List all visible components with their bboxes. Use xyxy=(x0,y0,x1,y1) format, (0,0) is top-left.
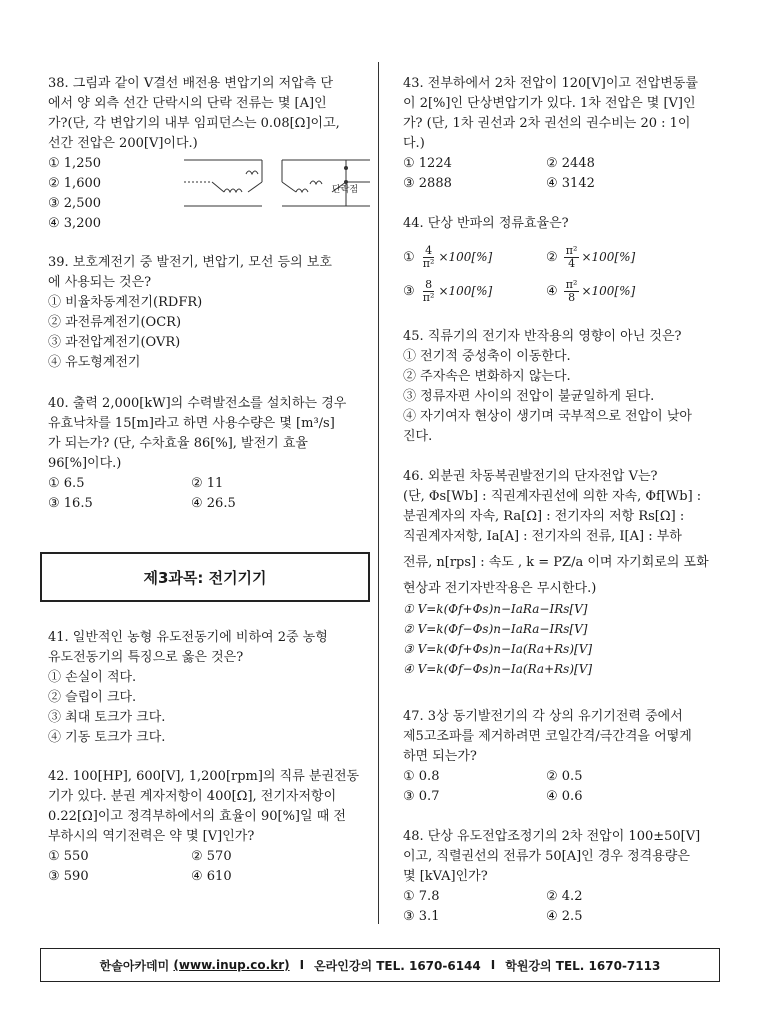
option-4[interactable]: ④ 3142 xyxy=(546,176,595,191)
brand-url-link[interactable]: (www.inup.co.kr) xyxy=(173,958,290,972)
question-text: 43. 전부하에서 2차 전압이 120[V]이고 전압변동률 xyxy=(403,76,698,91)
question-text: 기가 있다. 분권 계자저항이 400[Ω], 전기자저항이 xyxy=(48,789,337,804)
question-text: 96[%]이다.) xyxy=(48,456,122,471)
question-text: 45. 직류기의 전기자 반작용의 영향이 아닌 것은? xyxy=(403,329,682,344)
separator: I xyxy=(490,958,496,972)
separator: I xyxy=(299,958,305,972)
option-1[interactable]: ① $\frac{4}{\text{π²}}$ ×100[%] xyxy=(403,243,493,270)
question-text: 48. 단상 유도전압조정기의 2차 전압이 100±50[V] xyxy=(403,829,701,844)
option-3[interactable]: ③ 590 xyxy=(48,869,89,884)
question-40 xyxy=(48,394,366,514)
option-3[interactable]: ③ 최대 토크가 크다. xyxy=(48,710,166,725)
option-3[interactable]: ③ 2888 xyxy=(403,176,452,191)
option-4[interactable]: ④ 기동 토크가 크다. xyxy=(48,730,166,745)
question-text: 이 2[%]인 단상변압기가 있다. 1차 전압은 몇 [V]인 xyxy=(403,96,696,111)
option-4[interactable]: ④ 자기여자 현상이 생기며 국부적으로 전압이 낮아 xyxy=(403,409,692,424)
question-text: 38. 그림과 같이 V결선 배전용 변압기의 저압측 단 xyxy=(48,76,334,91)
question-text: 가?(단, 각 변압기의 내부 임피던스는 0.08[Ω]이고, xyxy=(48,116,340,131)
option-2[interactable]: ② V=k(Φf−Φs)n−IaRa−IRs[V] xyxy=(403,622,588,636)
question-39 xyxy=(48,253,366,373)
offline-lecture-tel: 학원강의 TEL. 1670-7113 xyxy=(505,958,661,973)
option-3[interactable]: ③ 0.7 xyxy=(403,789,440,804)
column-divider xyxy=(378,62,379,924)
svg-text:단락점: 단락점 xyxy=(332,185,359,195)
option-2[interactable]: ② 4.2 xyxy=(546,889,583,904)
option-2[interactable]: ② 주자속은 변화하지 않는다. xyxy=(403,369,571,384)
option-3[interactable]: ③ 2,500 xyxy=(48,196,102,211)
question-text: (단, Φs[Wb] : 직권계자권선에 의한 자속, Φf[Wb] : xyxy=(403,489,702,504)
question-text: 42. 100[HP], 600[V], 1,200[rpm]의 직류 분권전동 xyxy=(48,769,360,784)
online-lecture-tel: 온라인강의 TEL. 1670-6144 xyxy=(314,958,481,973)
option-3[interactable]: ③ $\frac{8}{\text{π²}}$ ×100[%] xyxy=(403,277,493,304)
question-43 xyxy=(403,74,721,194)
question-text: 현상과 전기자반작용은 무시한다.) xyxy=(403,581,597,596)
question-text: 46. 외분권 차동복권발전기의 단자전압 V는? xyxy=(403,469,658,484)
question-text: 41. 일반적인 농형 유도전동기에 비하여 2중 농형 xyxy=(48,630,328,645)
option-3[interactable]: ③ 16.5 xyxy=(48,496,93,511)
option-2[interactable]: ② 1,600 xyxy=(48,176,102,191)
option-1[interactable]: ① 7.8 xyxy=(403,889,440,904)
question-text: 선간 전압은 200[V]이다.) xyxy=(48,136,198,151)
option-1[interactable]: ① 1,250 xyxy=(48,156,102,171)
option-4-cont: 진다. xyxy=(403,429,433,444)
question-47 xyxy=(403,707,721,807)
option-4[interactable]: ④ 26.5 xyxy=(191,496,236,511)
question-text: 47. 3상 동기발전기의 각 상의 유기기전력 중에서 xyxy=(403,709,683,724)
question-text: 가? (단, 1차 권선과 2차 권선의 권수비는 20 : 1이 xyxy=(403,116,691,131)
question-text: 가 되는가? (단, 수차효율 86[%], 발전기 효율 xyxy=(48,436,308,451)
option-1[interactable]: ① 1224 xyxy=(403,156,452,171)
question-44 xyxy=(403,214,721,308)
option-4[interactable]: ④ 유도형계전기 xyxy=(48,355,141,370)
question-text: 직권계자저항, Ia[A] : 전기자의 전류, I[A] : 부하 xyxy=(403,529,682,544)
question-text: 40. 출력 2,000[kW]의 수력발전소를 설치하는 경우 xyxy=(48,396,347,411)
option-1[interactable]: ① 0.8 xyxy=(403,769,440,784)
question-38 xyxy=(48,74,366,234)
option-2[interactable]: ② $\frac{\text{π²}}{4}$ ×100[%] xyxy=(546,243,636,270)
option-3[interactable]: ③ 과전압계전기(OVR) xyxy=(48,335,181,350)
v-connection-transformer-diagram xyxy=(182,154,372,212)
question-text: 에 사용되는 것은? xyxy=(48,275,152,290)
option-4[interactable]: ④ V=k(Φf−Φs)n−Ia(Ra+Rs)[V] xyxy=(403,662,593,676)
question-text: 0.22[Ω]이고 정격부하에서의 효율이 90[%]일 때 전 xyxy=(48,809,346,824)
question-text: 39. 보호계전기 중 발전기, 변압기, 모선 등의 보호 xyxy=(48,255,332,270)
question-text: 유효낙차를 15[m]라고 하면 사용수량은 몇 [m³/s] xyxy=(48,416,335,431)
option-1[interactable]: ① 6.5 xyxy=(48,476,85,491)
question-41 xyxy=(48,628,366,748)
option-1[interactable]: ① V=k(Φf+Φs)n−IaRa−IRs[V] xyxy=(403,602,588,616)
option-1[interactable]: ① 550 xyxy=(48,849,89,864)
option-1[interactable]: ① 전기적 중성축이 이동한다. xyxy=(403,349,571,364)
option-2[interactable]: ② 0.5 xyxy=(546,769,583,784)
option-1[interactable]: ① 비율차동계전기(RDFR) xyxy=(48,295,203,310)
option-4[interactable]: ④ 2.5 xyxy=(546,909,583,924)
option-4[interactable]: ④ 610 xyxy=(191,869,232,884)
option-3[interactable]: ③ 정류자편 사이의 전압이 불균일하게 된다. xyxy=(403,389,655,404)
question-text: 하면 되는가? xyxy=(403,749,477,764)
question-42 xyxy=(48,767,366,887)
brand-name: 한솔아카데미 xyxy=(99,958,170,973)
question-text: 분권계자의 자속, Ra[Ω] : 전기자의 저항 Rs[Ω] : xyxy=(403,509,685,524)
question-text: 전류, n[rps] : 속도 , k = PZ/a 이며 자기회로의 포화 xyxy=(403,555,709,570)
option-2[interactable]: ② 570 xyxy=(191,849,232,864)
question-text: 제5고조파를 제거하려면 코일간격/극간격을 어떻게 xyxy=(403,729,692,744)
question-48 xyxy=(403,827,721,927)
option-2[interactable]: ② 11 xyxy=(191,476,224,491)
option-2[interactable]: ② 과전류계전기(OCR) xyxy=(48,315,182,330)
option-3[interactable]: ③ 3.1 xyxy=(403,909,440,924)
option-4[interactable]: ④ 3,200 xyxy=(48,216,102,231)
option-3[interactable]: ③ V=k(Φf+Φs)n−Ia(Ra+Rs)[V] xyxy=(403,642,593,656)
option-4[interactable]: ④ $\frac{\text{π²}}{8}$ ×100[%] xyxy=(546,277,636,304)
question-text: 다.) xyxy=(403,136,425,151)
option-2[interactable]: ② 슬립이 크다. xyxy=(48,690,137,705)
footer-banner xyxy=(40,948,720,982)
question-text: 유도전동기의 특징으로 옳은 것은? xyxy=(48,650,244,665)
section-title: 제3과목: 전기기기 xyxy=(40,552,370,602)
question-text: 몇 [kVA]인가? xyxy=(403,869,488,884)
option-4[interactable]: ④ 0.6 xyxy=(546,789,583,804)
option-1[interactable]: ① 손실이 적다. xyxy=(48,670,137,685)
question-46 xyxy=(403,467,721,679)
question-text: 이고, 직렬권선의 전류가 50[A]인 경우 정격용량은 xyxy=(403,849,690,864)
question-text: 44. 단상 반파의 정류효율은? xyxy=(403,216,569,231)
question-text: 부하시의 역기전력은 약 몇 [V]인가? xyxy=(48,829,255,844)
option-2[interactable]: ② 2448 xyxy=(546,156,595,171)
question-text: 에서 양 외측 선간 단락시의 단락 전류는 몇 [A]인 xyxy=(48,96,327,111)
question-45 xyxy=(403,327,721,447)
